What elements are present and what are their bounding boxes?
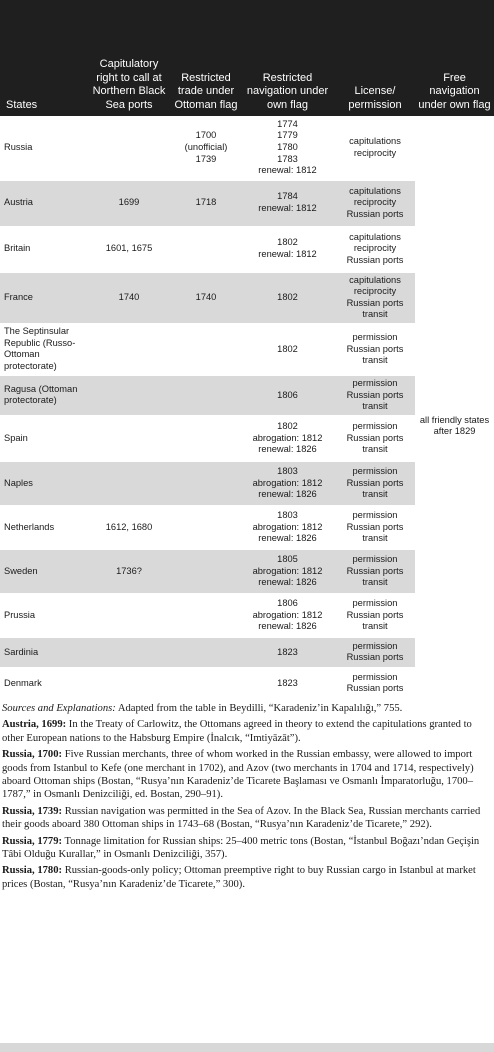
header-states: States [6,98,38,111]
row-restricted-navigation: 1823 [240,637,335,667]
row-restricted-navigation: 1823 [277,677,298,688]
row-state: Netherlands [4,521,55,532]
sources-label: Sources and Explanations: [2,702,116,714]
notes-section [0,700,494,891]
row-state: Spain [4,432,28,443]
note-text: Tonnage limitation for Russian ships: 25–400 metric tons (Bostan, “İstanbul Boğazı’ndan Geçişin Tâbi Olduğu Kurallar,” in Osmanlı Denizciliği, 357). [2,835,480,860]
row-license: permission Russian ports [335,637,415,667]
header-free-navigation: Free navigation under own flag [418,71,491,111]
note-paragraph [2,748,490,802]
row-restricted-trade [172,461,240,505]
row-capitulatory [86,593,172,637]
row-license: capitulations reciprocity [349,136,401,158]
row-restricted-trade: 1718 [172,180,240,226]
row-license: permission Russian ports transit [335,549,415,593]
note-label: Russia, 1779: [2,835,63,847]
row-state: Denmark [4,677,42,688]
row-restricted-navigation: 1803 abrogation: 1812 renewal: 1826 [252,509,323,544]
row-restricted-navigation: 1802 [240,272,335,323]
row-restricted-navigation: 1802 [277,343,298,354]
row-license: permission Russian ports transit [346,597,404,632]
row-state: Sardinia [0,637,86,667]
row-license: permission Russian ports transit [335,375,415,415]
row-restricted-trade [172,637,240,667]
note-label: Russia, 1739: [2,805,63,817]
free-navigation-note: all friendly states after 1829 [415,116,494,699]
header-restricted-navigation: Restricted navigation under own flag [246,71,329,111]
note-label: Russia, 1700: [2,749,63,761]
note-label: Austria, 1699: [2,719,67,731]
row-capitulatory [86,415,172,461]
row-capitulatory: 1740 [86,272,172,323]
row-restricted-trade [172,323,240,375]
row-state: Prussia [4,609,36,620]
row-restricted-trade [172,667,240,699]
sources-text: Adapted from the table in Beydilli, “Karadeniz’in Kapalılığı,” 755. [115,702,403,714]
row-state: The Septinsular Republic (Russo-Ottoman protectorate) [4,326,76,371]
row-license: permission Russian ports [346,671,404,694]
row-license: capitulations reciprocity Russian ports [335,180,415,226]
note-label: Russia, 1780: [2,865,63,877]
row-restricted-trade [172,415,240,461]
note-text: Five Russian merchants, three of whom worked in the Russian embassy, were allowed to import goods from Istanbul to Kefe (one merchant in 1702), and Azov (two merchants in 1704 and 1714, respectively) aboard Ottoman ships (Bostan, “Rusya’nın Karadeniz’de Ticarete Başlaması ve Osmanlı İmparatorluğu, 1700–1787,” in Osmanlı Denizciliği, ed. Bostan, 290–91). [2,749,474,801]
row-capitulatory: 1601, 1675 [105,243,153,254]
note-text: Russian-goods-only policy; Ottoman preemptive right to buy Russian cargo in Istanbul at market prices (Bostan, “Rusya’nın Karadeniz’de Ticarete,” 300). [2,865,476,890]
row-capitulatory [86,323,172,375]
row-license: permission Russian ports transit [346,420,404,455]
row-restricted-navigation: 1806 [240,375,335,415]
table-header-row [0,0,494,116]
row-restricted-navigation: 1802 abrogation: 1812 renewal: 1826 [252,420,323,455]
row-restricted-trade [172,375,240,415]
note-text: In the Treaty of Carlowitz, the Ottomans agreed in theory to extend the capitulations granted to other European nations to the Habsburg Empire (İnalcık, “Imtiyāzāt”). [2,719,472,744]
header-capitulatory: Capitulatory right to call at Northern Black Sea ports [92,58,166,111]
row-restricted-navigation: 1805 abrogation: 1812 renewal: 1826 [240,549,335,593]
note-paragraph [2,864,490,891]
row-license: capitulations reciprocity Russian ports [346,231,404,265]
row-capitulatory [86,667,172,699]
row-capitulatory [86,461,172,505]
row-restricted-trade [172,505,240,549]
row-restricted-trade: 1700 (unofficial) 1739 [184,130,228,164]
row-capitulatory [86,637,172,667]
row-restricted-navigation: 1806 abrogation: 1812 renewal: 1826 [252,597,323,632]
bottom-rule [0,1043,494,1052]
note-paragraph [2,718,490,745]
row-capitulatory [86,116,172,180]
row-license: permission Russian ports transit [346,509,404,544]
sources-paragraph [2,702,490,715]
row-state: Russia [4,141,33,152]
row-restricted-trade [172,549,240,593]
row-capitulatory: 1699 [86,180,172,226]
note-paragraph [2,805,490,832]
row-restricted-trade [172,226,240,272]
row-state: France [0,272,86,323]
row-restricted-navigation: 1774 1779 1780 1783 renewal: 1812 [258,118,317,176]
row-capitulatory: 1612, 1680 [105,521,153,532]
row-state: Ragusa (Ottoman protectorate) [0,375,86,415]
row-license: permission Russian ports transit [346,331,404,366]
header-restricted-trade: Restricted trade under Ottoman flag [174,71,238,111]
row-restricted-navigation: 1784 renewal: 1812 [240,180,335,226]
row-license: capitulations reciprocity Russian ports transit [335,272,415,323]
row-state: Sweden [0,549,86,593]
row-capitulatory [86,375,172,415]
row-state: Austria [0,180,86,226]
row-restricted-trade [172,593,240,637]
note-paragraph [2,835,490,862]
row-state: Naples [0,461,86,505]
row-capitulatory: 1736? [86,549,172,593]
row-license: permission Russian ports transit [335,461,415,505]
table-row [0,116,494,180]
row-restricted-navigation: 1802 renewal: 1812 [258,237,317,259]
header-license: License/ permission [348,85,402,111]
row-state: Britain [4,243,31,254]
note-text: Russian navigation was permitted in the Sea of Azov. In the Black Sea, Russian merchants carried their goods aboard 380 Ottoman ships in 1743–68 (Bostan, “Rusya’nın Karadeniz’de Ticarete,” 292). [2,805,481,831]
row-restricted-trade: 1740 [172,272,240,323]
row-restricted-navigation: 1803 abrogation: 1812 renewal: 1826 [240,461,335,505]
